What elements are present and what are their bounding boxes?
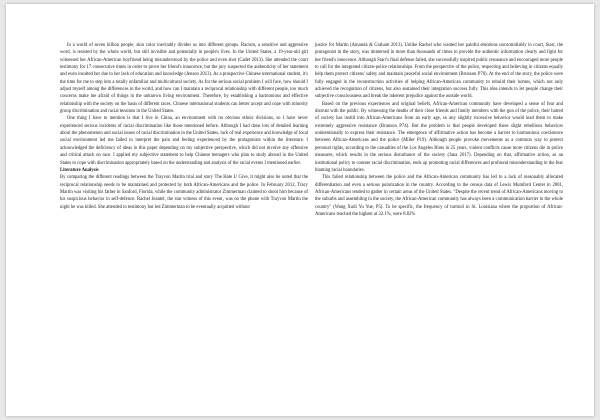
polarization-paragraph: This failed relationship between the police and the African-American community has led to a lack of reasonably allocated differentiation and even a serious polarization in the country. According to the census data of Lewis Mumford Center in 2001, African-Americans tended to gather in certain areas of the United States. "Despite the recent trend of African-Americans moving to the suburbs and assembling in the society, the African-American community has always been a communication barrier in the whole country" (Wang Xudi Yu Yue, P5). To be specific, the frequency of turmoil in St. Louisiana where the proportion of African-Americans reached the highest at 32.1%, were 8.82% bbox=[315, 175, 563, 217]
intro-paragraph: In a world of seven billion people, skin color inevitably divides us into different groups. Racism, a sensitive and aggressive word, is resisted by the whole world, but still invisible and potentially in people's lives. In the United States, a 19-year-old girl witnessed her African-American boyfriend being misunderstood by the police and even shot (Cadet 2013). She attended the court testimony for 17 consecutive times in order to prove her friend's innocence, but the jury suspected the authenticity of her statement and even insulted her due to her lack of education and knowledge (Jenson 2013). As a prospective Chinese international student, it's the time for me to step into a totally unfamiliar and multicultural society. As for the serious social problem I will face, how should I adjust myself among the differences in the world, and how can I maintain a reciprocal relationship with different people, too much concerns make me afraid of things in the unknown living environment. Therefore, by establishing a harmonious and effective relationship with the society on the basis of different races, Chinese international students can better accept and cope with minority group discrimination and racial tensions in the United States. bbox=[60, 43, 308, 115]
fear-distrust-paragraph: Based on the previous experiences and original beliefs, African-American community have developed a sense of fear and distrust with the public. By witnessing the deaths of their close friends and family members with the gun of the police, their hatred of society has instill into African-Americans from an early age, so any slightly excessive behavior would lead them to make extremely aggressive resistance (Brunson P74). But the problem is that people developed these slight rebellious behaviors unintentionally to express their resistance. The emergence of affirmative action has become a barrier to harmonious coexistence between African-Americans and the police (Miller P19). Although people provoke movements as a common way to protect personal rights, according to the casualties of the Los Angeles Riots in 25 years, violent conflicts cause more citizens die in police measures, which results in the serious disturbance of the society (Jana 2017). Depending on that, affirmative action, as an institutional policy to counter racial discrimination, ends up promoting racial differences and profound misunderstanding in the fear blaming racial boundaries. bbox=[315, 101, 563, 173]
document-page bbox=[6, 4, 594, 416]
positionality-paragraph: One thing I have to mention is that I live in China, an environment with no obvious ethnic divisions, so I have never experienced serious incidents of racial discrimination like those mentioned before. Although I had done lots of detailed learning about the phenomenon and social issues of racial discrimination in the United States, lack of real experience and knowledge of local social environment led me failed to interpret the pain and feeling experienced by the protagonists within the literature. I acknowledged the deficiency of ideas in this paper depending on my subjective perspective, which did not involve any offensive and critical attack on race. I applied my subjective statement to help Chinese teenagers who plan to study abroad in the United States to cope with discrimination appropriately based on the understanding and analysis of the racial events I mentioned earlier. bbox=[60, 116, 308, 166]
right-column bbox=[315, 42, 563, 218]
analysis-paragraph: By comparing the different readings between the Trayvon Martin trial and story The Hate U Give, it might also be noted that the reciprocal relationship needs to be maintained and protected by both African-Americans and the police. In February 2012, Tracy Martin was visiting his father in Sanford, Florida, while the community administrator Zimmerman claimed to shoot him because of his suspicious behavior in self-defence. Rachel Jeantel, the star witness of this event, was on the phone with Trayvon Martin the night he was killed. She attended to testimony but led Zimmerman to be eventually acquitted without bbox=[60, 175, 308, 210]
left-column bbox=[60, 42, 308, 211]
section-heading: Literature Analysis bbox=[60, 167, 99, 173]
continued-paragraph: justice for Martin (Amanda & Graham 2013). Unlike Rachel who wanted her painful emotions uncontrollably in court, Starr, the protagonist in the story, was immersed in more than thousands of times to provide the authentic information clearly and fight for her friend's innocence. Although Starr's final defense failed, she successfully inspired public resonance and encouraged more people to call for the integrated citizen-police relationships. From the perspective of the police, respecting and believing in citizens equally help them protect citizens' safety and maintain peaceful social environment (Brunson P76). At the end of the story, the police were fully engaged in the reconstruction activities of helping African-American community to rebuild their homes, which not only achieved the recognition of citizens, but also sustained their integration success fully. This idea intends to let people change their subjective consciousness and break the inherent prejudice against the outside world. bbox=[315, 43, 563, 100]
